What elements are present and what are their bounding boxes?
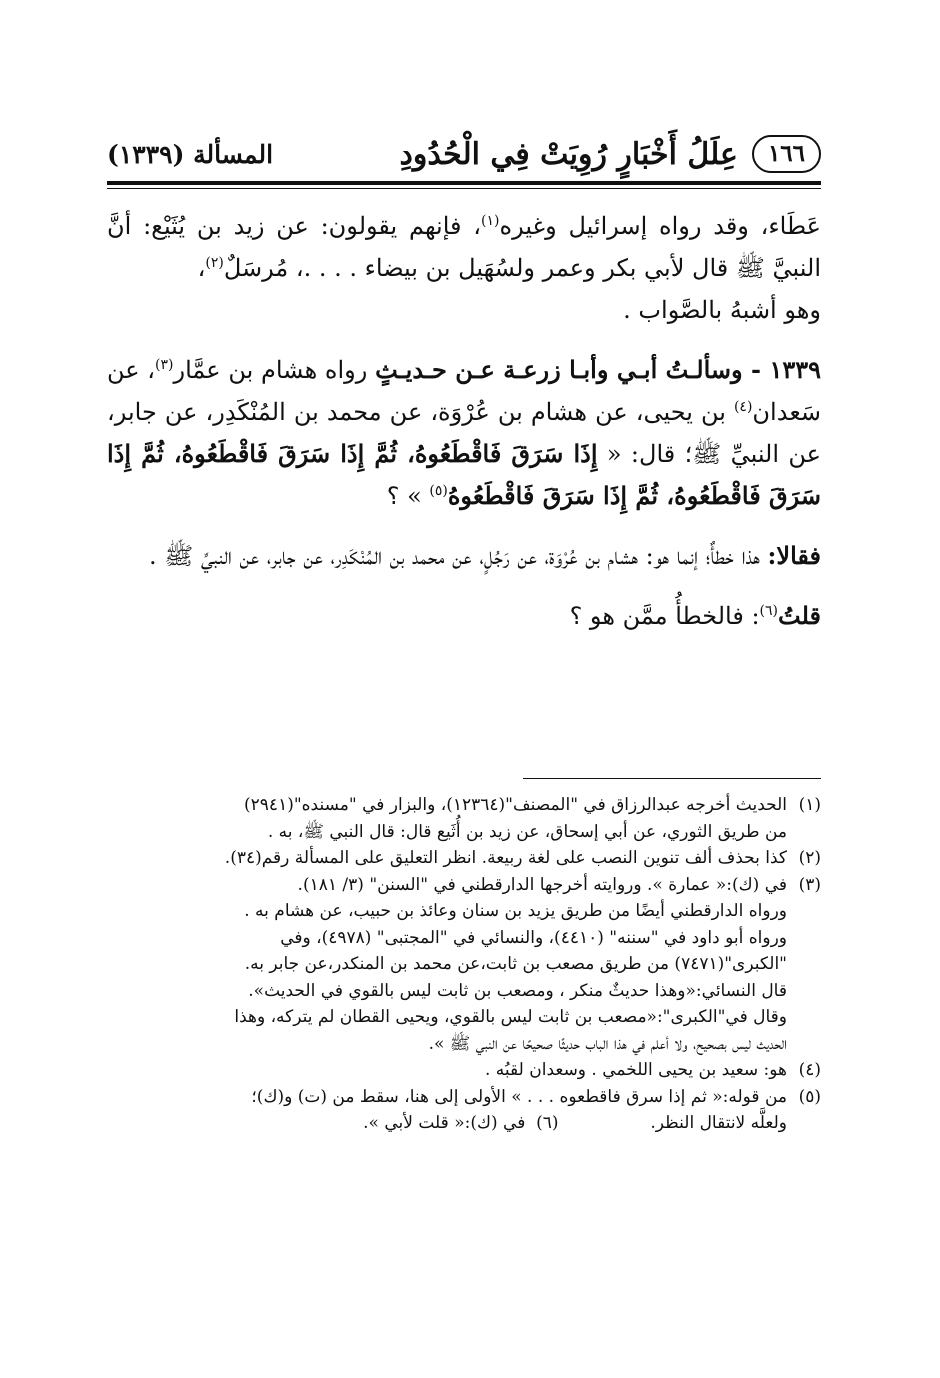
paragraph-answer: [107, 535, 821, 577]
text-span: ، فإنهم يقولون: عن زيد بن يُثَيْع:: [143, 212, 482, 240]
footnote-ref: (١): [481, 213, 500, 229]
footnote-number: (٣): [798, 874, 821, 895]
text-span: هذا خطأٌ؛ إنما هو: هشام بن عُرْوَة، عن رَجُلٍ، عن محمد بن المُنْكَدِر، عن جابر، عن النبيِّ ﷺ .: [149, 542, 768, 570]
text-span: عَطَاء، وقد رواه إسرائيل وغيره: [499, 212, 822, 240]
page-header: [107, 132, 821, 176]
footnote-line: ورواه أبو داود في "سننه" (٤٤١٠)، والنسائي في "المجتبى" (٤٩٧٨)، وفي: [280, 927, 787, 948]
text-span: » ؟: [386, 482, 430, 510]
footnote-separator: [523, 778, 821, 779]
footnote-body: [107, 872, 787, 1058]
footnote-1: [107, 792, 821, 845]
footnote-line: كذا بحذف ألف تنوين النصب على لغة ربيعة. انظر التعليق على المسألة رقم(٣٤).: [224, 848, 787, 868]
footnote-body: [107, 845, 787, 872]
text-span: أنَّ النبيَّ ﷺ قال لأبي بكر وعمر ولسُهَيل بن بيضاء . . . .، مُرسَلٌ: [107, 212, 821, 282]
footnote-number: (١): [798, 795, 821, 815]
footnote-ref: (٤): [733, 399, 753, 415]
footnote-line: في (ك):« عمارة ». وروايته أخرجها الدارقطني في "السنن" (٣/ ١٨١).: [297, 874, 787, 895]
footnote-line: ولعلَّه لانتقال النظر. (٦) في (ك):« قلت لأبي ».: [363, 1113, 787, 1133]
footnote-4: [107, 1057, 821, 1084]
footnote-ref: (٥): [429, 483, 448, 499]
footnote-body: [107, 1057, 787, 1084]
hadith-text: إِذَا سَرَقَ فَاقْطَعُوهُ، ثُمَّ إِذَا سَرَقَ فَاقْطَعُوهُ، ثُمَّ إِذَا سَرَقَ فَاقْطَعُوهُ، ثُمَّ إِذَا سَرَقَ فَاقْطَعُوهُ: [107, 439, 821, 510]
footnote-3: [107, 872, 821, 1058]
footnote-line: من قوله:« ثم إذا سرق فاقطعوه . . . » الأولى إلى هنا، سقط من (ت) و(ك)؛: [251, 1086, 787, 1107]
footnote-ref: (٣): [155, 357, 174, 373]
book-title: عِلَلُ أَخْبَارٍ رُوِيَتْ فِي الْحُدُودِ: [399, 136, 738, 172]
footnote-line: الحديث ليس بصحيح، ولا أعلم في هذا الباب حديثًا صحيحًا عن النبي ﷺ ».: [428, 1033, 787, 1054]
question-number: ١٣٣٩ - وسألـتُ أبـي وأبـا زرعـة عـن حـديـثٍ: [375, 355, 821, 384]
footnote-number: (٤): [798, 1060, 821, 1080]
footnote-line: "الكبرى"(٧٤٧١) من طريق مصعب بن ثابت،عن محمد بن المنكدر،عن جابر به.: [244, 954, 787, 974]
footnote-line: الحديث أخرجه عبدالرزاق في "المصنف"(١٢٣٦٤)، والبزار في "مسنده"(٢٩٤١): [244, 795, 787, 815]
paragraph-question: [107, 349, 821, 517]
footnote-ref: (٦): [759, 603, 779, 619]
header-rule-thin: [107, 188, 821, 189]
footnote-line: ورواه الدارقطني أيضًا من طريق يزيد بن سنان وعائذ بن حبيب، عن هشام به .: [244, 901, 787, 921]
footnote-body: [107, 792, 787, 845]
footnote-line: هو: سعيد بن يحيى اللخمي . وسعدان لقبُه .: [485, 1060, 787, 1080]
paragraph-intro: [107, 205, 821, 331]
footnote-ref: (٢): [205, 255, 224, 271]
text-span: : فالخطأُ ممَّن هو ؟: [569, 602, 760, 630]
page-number: ١٦٦: [752, 135, 821, 173]
text-span: ، عن سَعدان: [107, 356, 821, 426]
issue-label: المسألة (١٣٣٩): [107, 139, 274, 169]
footnote-line: من طريق الثوري، عن أبي إسحاق، عن زيد بن أُثَيع قال: قال النبي ﷺ، به .: [267, 821, 787, 842]
footnotes: [107, 792, 821, 1137]
footnote-body: [107, 1084, 787, 1137]
text-span: ،: [197, 254, 206, 282]
comment-label: قلتُ: [778, 601, 821, 630]
footnote-line: قال النسائي:«وهذا حديثٌ منكر ، ومصعب بن ثابت ليس بالقوي في الحديث».: [248, 980, 787, 1001]
footnote-number: (٢): [798, 848, 821, 868]
header-rule-thick: [107, 181, 821, 185]
footnote-number: (٥): [798, 1086, 821, 1107]
footnote-2: [107, 845, 821, 872]
footnote-5: [107, 1084, 821, 1137]
header-right: [399, 135, 821, 173]
text-span: بن يحيى، عن هشام بن عُرْوَة، عن محمد بن المُنْكَدِر، عن جابر، عن النبيِّ ﷺ؛ قال: «: [107, 398, 821, 468]
paragraph-comment: [107, 595, 821, 637]
answer-label: فقالا:: [767, 541, 821, 570]
text-span: وهو أشبهُ بالصَّواب .: [623, 296, 821, 324]
text-span: رواه هشام بن عمَّار: [173, 356, 376, 384]
footnote-line: وقال في"الكبرى":«مصعب بن ثابت ليس بالقوي، ويحيى القطان لم يتركه، وهذا: [234, 1007, 787, 1027]
main-text: [107, 205, 821, 637]
